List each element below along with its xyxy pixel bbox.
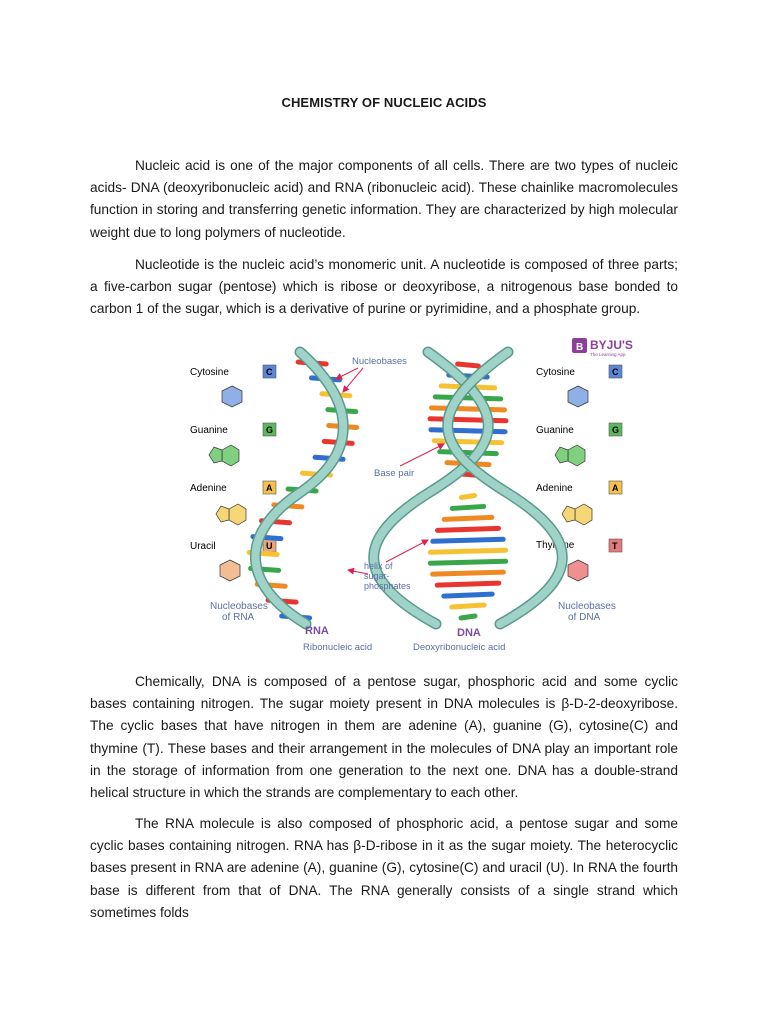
dna-base-name-3: Adenine <box>536 483 573 494</box>
dna-group-label-line2: of DNA <box>568 612 601 623</box>
dna-rung <box>452 605 484 607</box>
helix-label-line3: phosphates <box>364 581 411 591</box>
dna-rung <box>461 616 475 618</box>
adenine-molecule-icon <box>229 504 246 525</box>
cytosine-molecule-icon <box>222 386 242 407</box>
dna-title: DNA <box>457 627 481 639</box>
dna-rung <box>437 528 498 530</box>
dna-rung <box>433 572 504 574</box>
dna-rung <box>461 495 474 497</box>
dna-rung <box>435 397 500 399</box>
rna-group-label-line1: Nucleobases <box>210 601 268 612</box>
dna-cytosine-molecule-icon <box>568 386 588 407</box>
dna-guanine-molecule-icon <box>568 445 585 466</box>
uracil-molecule-icon <box>220 560 240 581</box>
dna-base-name-2: Guanine <box>536 425 574 436</box>
thymine-molecule-icon <box>568 560 588 581</box>
rna-base-name-1: Cytosine <box>190 367 229 378</box>
dna-rung <box>433 539 503 541</box>
rna-base-letter-1: C <box>266 367 273 377</box>
dna-rung <box>434 441 501 443</box>
paragraph-intro: Nucleic acid is one of the major components of all cells. There are two types of nucleic acids- DNA (deoxyribonucleic acid) and RNA (ribonucleic acid). These chainlike macromolecules function in storing and transferring genetic information. They are characterized by high molecular weight due to long polymers of nucleotide. <box>90 158 678 240</box>
dna-base-letter-4: T <box>612 541 618 551</box>
rna-base-name-3: Adenine <box>190 483 227 494</box>
dna-rung <box>444 517 492 519</box>
dna-rung <box>431 430 505 432</box>
rna-group-label-line2: of RNA <box>222 612 255 623</box>
dna-subtitle: Deoxyribonucleic acid <box>413 642 506 653</box>
base-pair-arrow <box>400 444 444 466</box>
helix-arrow-right <box>386 540 428 562</box>
logo-mark-letter: B <box>576 342 584 353</box>
byjus-logo <box>572 338 633 357</box>
dna-base-name-1: Cytosine <box>536 367 575 378</box>
figure-svg <box>178 334 668 658</box>
paragraph-dna: Chemically, DNA is composed of a pentose sugar, phosphoric acid and some cyclic bases containing nitrogen. The sugar moiety present in DNA molecules is β-D-2-deoxyribose. The cyclic bases that have nitrogen in them are adenine (A), guanine (G), cytosine(C) and thymine (T). These bases and their arrangement in the molecules of DNA play an important role in the storage of information from one generation to the next one. DNA has a double-strand helical structure in which the strands are complementary to each other. <box>90 674 678 801</box>
rna-base-name-4: Uracil <box>190 541 216 552</box>
dna-rung <box>430 561 505 563</box>
dna-base-letter-2: G <box>612 425 620 435</box>
dna-base-letter-1: C <box>612 367 619 377</box>
rna-base-letter-4: U <box>266 541 273 551</box>
logo-tagline: The Learning App <box>590 352 626 357</box>
dna-rung <box>444 594 492 596</box>
dna-rung <box>440 452 497 454</box>
dna-base-letter-3: A <box>612 483 619 493</box>
base-pair-label: Base pair <box>374 468 415 479</box>
dna-adenine-ring-icon <box>562 506 575 522</box>
dna-rung <box>430 550 505 552</box>
guanine-molecule-icon <box>222 445 239 466</box>
rna-title: RNA <box>305 625 329 637</box>
dna-rung <box>431 408 504 410</box>
nucleobases-label: Nucleobases <box>352 356 407 367</box>
dna-rung <box>437 583 499 585</box>
adenine-ring-icon <box>216 506 229 522</box>
dna-rung <box>458 364 479 366</box>
rna-base-letter-3: A <box>266 483 273 493</box>
paragraph-rna: The RNA molecule is also composed of phosphoric acid, a pentose sugar and some cyclic bases containing nitrogen. RNA has β-D-ribose in it as the sugar moiety. The heterocyclic bases present in RNA are adenine (A), guanine (G), cytosine(C) and uracil (U). In RNA the fourth base is different from that of DNA. The RNA generally consists of a single strand which sometimes folds <box>90 816 678 920</box>
helix-label-line2: sugar- <box>364 571 390 581</box>
guanine-ring-icon <box>209 447 222 463</box>
document-title: CHEMISTRY OF NUCLEIC ACIDS <box>281 95 487 110</box>
rna-base-name-2: Guanine <box>190 425 228 436</box>
rna-base-letter-2: G <box>266 425 274 435</box>
paragraph-nucleotide: Nucleotide is the nucleic acid’s monomeric unit. A nucleotide is composed of three parts; a five-carbon sugar (pentose) which is ribose or deoxyribose, a nitrogenous base bonded to carbon 1 of the sugar, which is a derivative of purine or pyrimidine, and a phosphate group. <box>90 257 678 317</box>
dna-group-label-line1: Nucleobases <box>558 601 616 612</box>
dna-adenine-molecule-icon <box>575 504 592 525</box>
dna-base-name-4: Thymine <box>536 540 575 551</box>
dna-rung <box>430 419 506 421</box>
nucleobases-arrow-2 <box>343 368 363 392</box>
dna-rung <box>452 506 483 508</box>
nucleic-acid-figure <box>178 334 668 658</box>
rna-subtitle: Ribonucleic acid <box>303 642 373 653</box>
logo-brand: BYJU'S <box>590 338 633 352</box>
helix-label-line1: helix of <box>364 561 393 571</box>
dna-guanine-ring-icon <box>555 447 568 463</box>
